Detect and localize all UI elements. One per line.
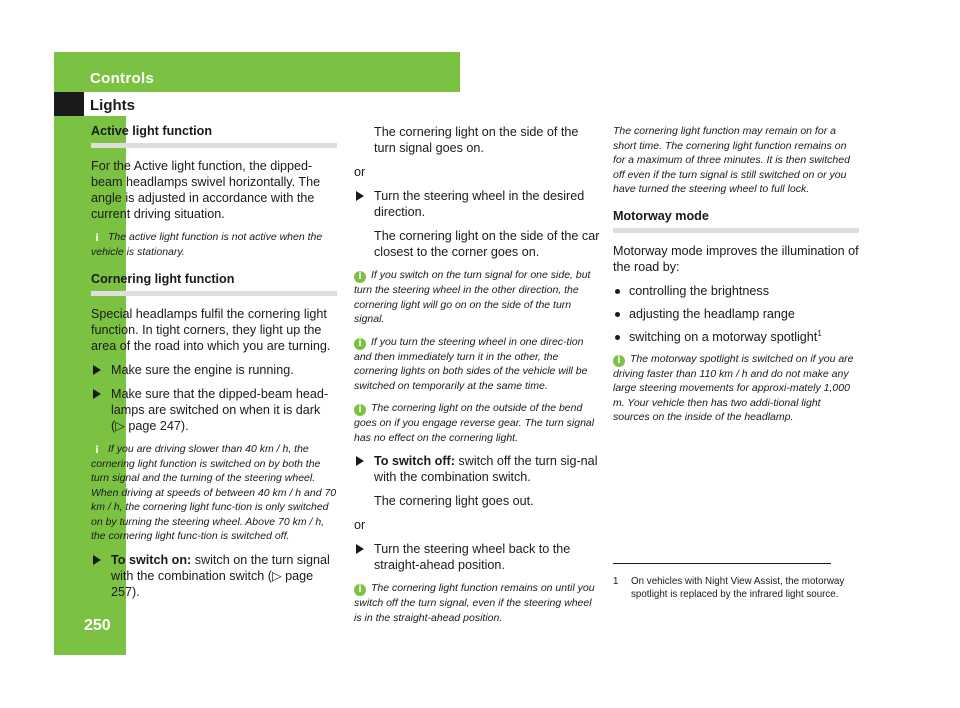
heading-motorway-mode: Motorway mode — [613, 209, 859, 233]
list-item-text: adjusting the headlamp range — [629, 306, 795, 321]
triangle-right-icon — [356, 456, 364, 466]
instruction-step — [91, 362, 337, 378]
info-icon: i — [354, 338, 366, 350]
triangle-right-icon — [93, 365, 101, 375]
info-note — [354, 268, 600, 327]
step-text: Make sure that the dipped-beam head-lamps are switched on when it is dark (▷ page 247). — [111, 386, 329, 433]
info-icon: i — [91, 233, 103, 245]
column-3 — [613, 124, 859, 433]
info-note — [613, 352, 859, 425]
info-note — [354, 581, 600, 625]
note-text: If you turn the steering wheel in one direc-tion and then immediately turn it in the other, the cornering lights on both sides of the vehicle will be switched on temporarily at the same time. — [354, 335, 588, 392]
result-text: The cornering light goes out. — [374, 494, 534, 508]
note-text: If you are driving slower than 40 km / h, the cornering light function is switched on by both the turn signal and the turning of the steering wheel. When driving at speeds of between 40 km / h and 70 km / h, the cornering light func-tion is only switched on by turning the steering wheel. Above 70 km / h, the cornering light func-tion is switched off. — [91, 442, 337, 542]
result-text: The cornering light on the side of the turn signal goes on. — [374, 125, 579, 155]
bullet-icon — [615, 335, 620, 340]
heading-cornering-light: Cornering light function — [91, 272, 337, 296]
bullet-icon — [615, 312, 620, 317]
info-icon: i — [91, 445, 103, 457]
info-icon: i — [613, 355, 625, 367]
triangle-right-icon — [356, 191, 364, 201]
page-number: 250 — [84, 617, 111, 634]
info-note — [354, 401, 600, 445]
list-item — [613, 283, 859, 299]
info-icon: i — [354, 584, 366, 596]
step-label: To switch off: — [374, 454, 455, 468]
instruction-step — [91, 386, 337, 434]
instruction-step — [91, 552, 337, 600]
instruction-step — [354, 541, 600, 573]
step-text: switch on the turn signal with the combination switch (▷ page 257). — [111, 552, 330, 599]
triangle-right-icon — [93, 555, 101, 565]
paragraph: Motorway mode improves the illumination of the road by: — [613, 243, 859, 274]
triangle-right-icon — [93, 389, 101, 399]
footnote — [613, 575, 863, 601]
section-tab-marker — [54, 92, 84, 116]
note-text: If you switch on the turn signal for one side, but turn the steering wheel in the other direction, the cornering light will go on on the side of the turn signal. — [354, 269, 591, 325]
info-note — [354, 335, 600, 394]
step-text: switch off the turn sig-nal with the combination switch. — [374, 454, 598, 484]
list-item — [613, 329, 859, 345]
column-1 — [91, 124, 337, 608]
footnote-ref: 1 — [817, 328, 822, 338]
note-text: The active light function is not active when the vehicle is stationary. — [91, 231, 323, 258]
info-note — [91, 230, 337, 260]
paragraph: Special headlamps fulfil the cornering light function. In tight corners, they light up the area of the road into which you are turning. — [91, 306, 331, 353]
note-continued: The cornering light function may remain on for a short time. The cornering light function remains on for a maximum of three minutes. It is then switched off even if the turn signal is still switched on or you have turned the steering wheel to full lock. — [613, 125, 850, 195]
step-text: Turn the steering wheel back to the straight-ahead position. — [374, 542, 571, 572]
info-note — [91, 442, 337, 544]
note-text: The cornering light function remains on until you switch off the turn signal, even if the steering wheel is in the straight-ahead position. — [354, 582, 595, 624]
column-2 — [354, 124, 600, 633]
footnote-rule — [613, 563, 831, 564]
instruction-step — [354, 453, 600, 485]
list-item-text: switching on a motorway spotlight — [629, 329, 818, 344]
step-text: Make sure the engine is running. — [111, 362, 294, 377]
section-title: Controls — [90, 70, 155, 87]
footnote-number: 1 — [613, 576, 619, 587]
result-text: The cornering light on the side of the car closest to the corner goes on. — [374, 229, 600, 259]
triangle-right-icon — [356, 544, 364, 554]
info-icon: i — [354, 404, 366, 416]
or-text: or — [354, 165, 366, 179]
note-text: The cornering light on the outside of the bend goes on if you engage reverse gear. The turn signal has no effect on the cornering light. — [354, 402, 595, 444]
paragraph: For the Active light function, the dipped-beam headlamps swivel horizontally. The angle is adjusted in accordance with the current driving situation. — [91, 159, 321, 221]
or-text: or — [354, 518, 366, 532]
note-text: The motorway spotlight is switched on if you are driving faster than 110 km / h and do not make any large steering movements for approxi-mately 1,000 m. Your vehicle then has two addi-tional light sources on the inside of the headlamp. — [613, 352, 854, 423]
list-item-text: controlling the brightness — [629, 283, 770, 298]
bullet-icon — [615, 289, 620, 294]
subsection-title: Lights — [90, 97, 135, 114]
footnote-text: On vehicles with Night View Assist, the motorway spotlight is replaced by the infrared light source. — [631, 576, 845, 600]
step-text: Turn the steering wheel in the desired direction. — [374, 189, 585, 219]
heading-active-light: Active light function — [91, 124, 337, 148]
instruction-step — [354, 188, 600, 220]
step-label: To switch on: — [111, 552, 192, 567]
info-icon: i — [354, 271, 366, 283]
list-item — [613, 306, 859, 322]
